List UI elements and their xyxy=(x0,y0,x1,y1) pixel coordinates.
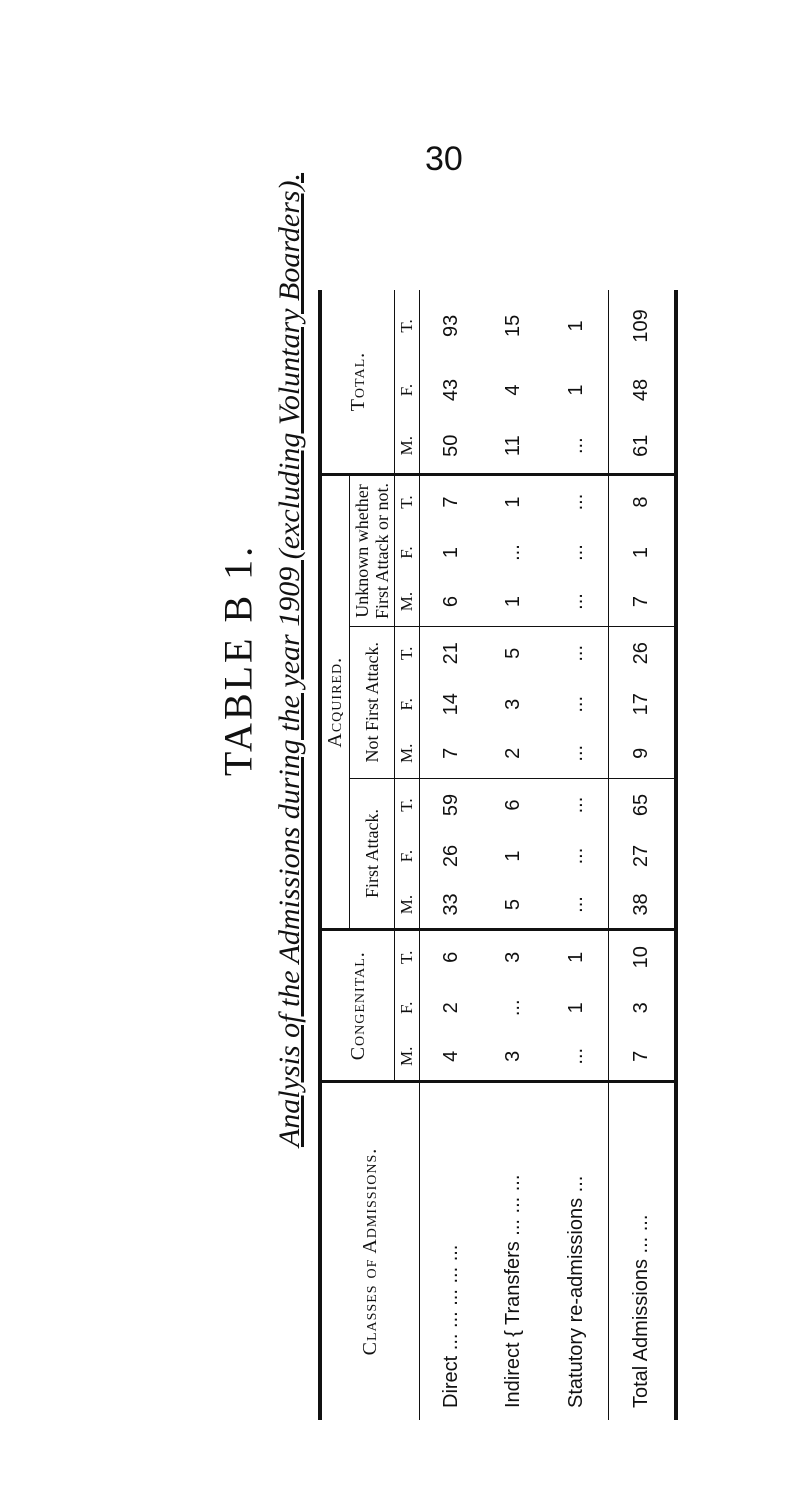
page-number: 30 xyxy=(425,140,463,178)
table-cell: 6 xyxy=(420,577,483,626)
table-cell: 48 xyxy=(629,378,652,402)
table-cell: 61 xyxy=(608,418,676,474)
table-cell: 9 xyxy=(608,729,676,778)
table-row xyxy=(608,290,676,1420)
table-cell: 3 xyxy=(502,698,525,710)
row-label: Direct ... ... ... ... ... xyxy=(439,1244,462,1408)
table-cell: 7 xyxy=(439,496,462,508)
col-m: M. xyxy=(395,729,420,778)
table-cell: 4 xyxy=(420,1032,483,1081)
table-cell: 7 xyxy=(608,577,676,626)
table-cell: 38 xyxy=(608,881,676,930)
table-cell: 1 xyxy=(564,320,587,332)
table-cell: 7 xyxy=(608,1032,676,1081)
table-cell: 14 xyxy=(439,693,462,716)
table-cell: 11 xyxy=(483,418,545,474)
table-cell: 5 xyxy=(502,647,525,659)
table-cell: 33 xyxy=(420,881,483,930)
table-number: TABLE B 1. xyxy=(215,543,261,777)
table-cell: 1 xyxy=(439,546,462,559)
col-f: F. xyxy=(397,1001,416,1014)
table-cell: 6 xyxy=(502,799,525,811)
table-cell: 1 xyxy=(502,850,525,862)
acquired-header: Acquired. xyxy=(320,475,350,930)
table-body xyxy=(420,290,677,1420)
col-f: F. xyxy=(397,546,416,559)
col-m: M. xyxy=(395,577,420,626)
table-cell: 10 xyxy=(629,946,652,969)
table-cell: 26 xyxy=(439,844,462,868)
table-cell: ... xyxy=(545,1032,608,1081)
table-cell: 3 xyxy=(502,951,525,963)
col-m: M. xyxy=(395,1032,420,1081)
table-cell: 65 xyxy=(629,793,652,817)
col-f: F. xyxy=(397,849,416,863)
table-cell: 50 xyxy=(420,418,483,474)
table-cell: ... xyxy=(564,796,587,814)
table-cell: 59 xyxy=(439,793,462,817)
table-cell: ... xyxy=(564,644,587,662)
col-f: F. xyxy=(397,383,416,397)
table-row xyxy=(420,290,483,1420)
table-cell: 3 xyxy=(629,1002,652,1014)
table-cell: 8 xyxy=(629,496,652,508)
col-t: T. xyxy=(397,319,416,333)
table-cell: 2 xyxy=(439,1002,462,1014)
admissions-table xyxy=(318,290,678,1420)
col-f: F. xyxy=(397,698,416,711)
first-attack-header: First Attack. xyxy=(350,778,395,930)
col-t: T. xyxy=(397,798,416,812)
congenital-header: Congenital. xyxy=(320,930,395,1082)
table-cell: 1 xyxy=(629,546,652,559)
table-cell: ... xyxy=(545,729,608,778)
table-cell: 1 xyxy=(502,496,525,508)
total-header: Total. xyxy=(320,290,395,475)
table-cell: 1 xyxy=(483,577,545,626)
table-subtitle: Analysis of the Admissions during the year 1909 (excluding Voluntary Boarders). xyxy=(273,172,306,1148)
row-label: Statutory re-admissions ... xyxy=(564,1175,587,1408)
table-cell: 6 xyxy=(439,951,462,963)
table-cell: ... xyxy=(545,418,608,474)
table-cell: ... xyxy=(564,695,587,713)
table-cell: 109 xyxy=(629,309,652,343)
table-row xyxy=(545,290,608,1420)
col-t: T. xyxy=(397,950,416,964)
col-t: T. xyxy=(397,495,416,509)
table-cell: ... xyxy=(545,881,608,930)
table-cell: ... xyxy=(564,544,587,561)
table-cell: 93 xyxy=(439,314,462,338)
col-m: M. xyxy=(395,418,420,474)
table-cell: 27 xyxy=(629,844,652,868)
table-row xyxy=(483,290,545,1420)
table-cell: 21 xyxy=(439,642,462,665)
table-cell: ... xyxy=(502,999,525,1017)
classes-header: Classes of Admissions. xyxy=(359,1147,381,1356)
col-t: T. xyxy=(397,646,416,660)
row-label: Total Admissions ... ... xyxy=(629,1214,652,1408)
table-cell: 3 xyxy=(483,1032,545,1081)
table-cell: 4 xyxy=(502,384,525,396)
table-cell: 26 xyxy=(629,642,652,665)
col-m: M. xyxy=(395,881,420,930)
table-cell: 17 xyxy=(629,693,652,716)
table-cell: 5 xyxy=(483,881,545,930)
not-first-attack-header: Not First Attack. xyxy=(350,626,395,778)
table-cell: 1 xyxy=(564,384,587,396)
table-cell: ... xyxy=(564,847,587,865)
table-cell: 2 xyxy=(483,729,545,778)
table-cell: 15 xyxy=(502,314,525,338)
table-cell: ... xyxy=(545,577,608,626)
unknown-attack-header: Unknown whether First Attack or not. xyxy=(350,475,395,627)
table-cell: 43 xyxy=(439,378,462,402)
table-cell: 1 xyxy=(564,951,587,963)
table-cell: ... xyxy=(564,493,587,511)
table-cell: 1 xyxy=(564,1002,587,1014)
admissions-table-container xyxy=(318,290,678,1420)
row-label: Indirect { Transfers ... ... ... xyxy=(502,1174,525,1408)
table-cell: ... xyxy=(502,544,525,561)
table-cell: 7 xyxy=(420,729,483,778)
